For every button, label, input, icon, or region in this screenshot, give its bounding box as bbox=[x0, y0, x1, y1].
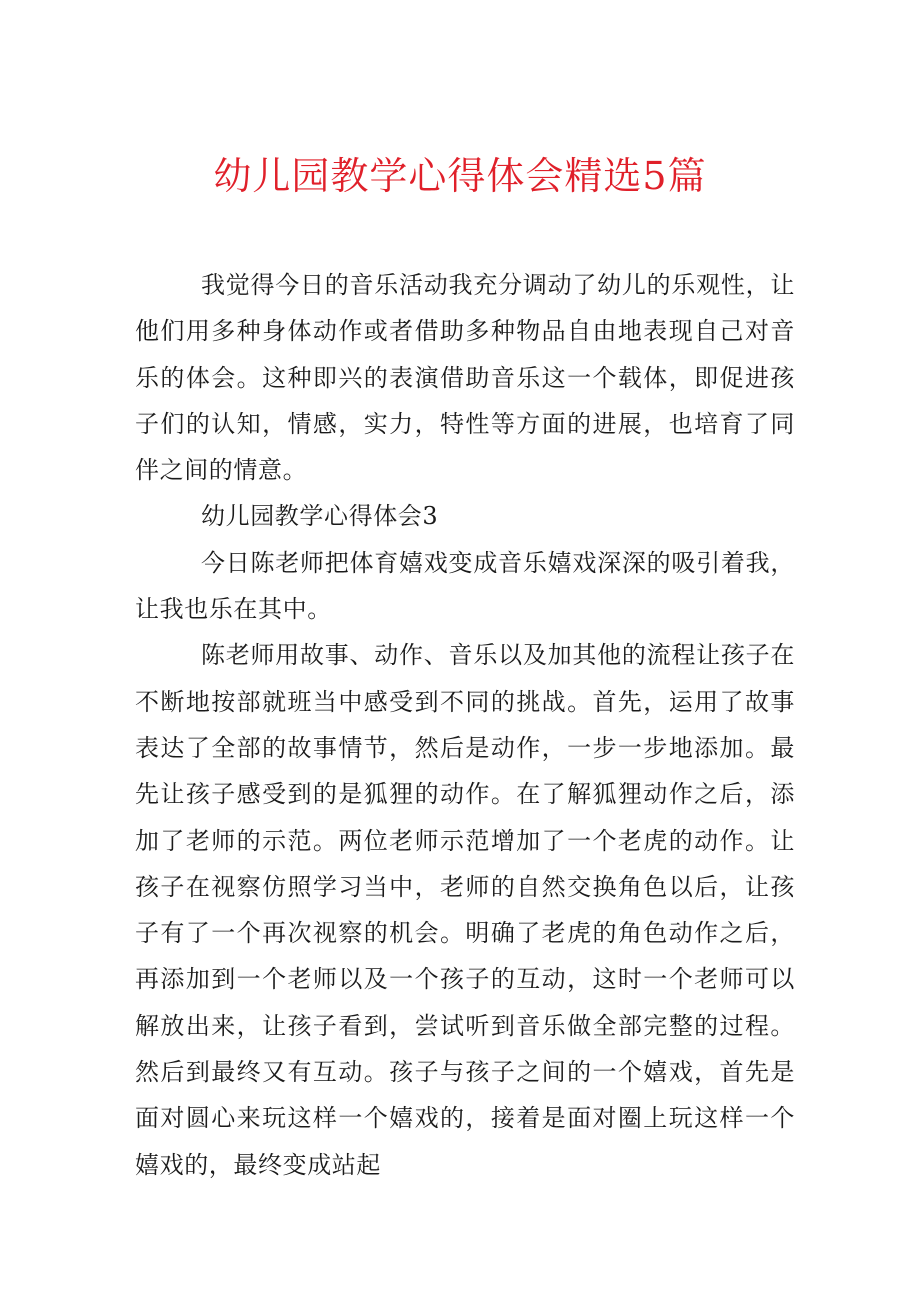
paragraph-activity-summary: 我觉得今日的音乐活动我充分调动了幼儿的乐观性，让他们用多种身体动作或者借助多种物品自由地表现自己对音乐的体会。这种即兴的表演借助音乐这一个载体，即促进孩子们的认知，情感，实力，特性等方面的进展，也培育了同伴之间的情意。 bbox=[135, 271, 795, 485]
document-title: 幼儿园教学心得体会精选5篇 bbox=[213, 154, 707, 198]
paragraph-intro: 今日陈老师把体育嬉戏变成音乐嬉戏深深的吸引着我，让我也乐在其中。 bbox=[135, 548, 795, 624]
document-body bbox=[135, 262, 795, 1188]
section-heading: 幼儿园教学心得体会3 bbox=[201, 502, 439, 531]
paragraph-teaching-process: 陈老师用故事、动作、音乐以及加其他的流程让孩子在不断地按部就班当中感受到不同的挑战。首先，运用了故事表达了全部的故事情节，然后是动作，一步一步地添加。最先让孩子感受到的是狐狸的动作。在了解狐狸动作之后，添加了老师的示范。两位老师示范增加了一个老虎的动作。让孩子在视察仿照学习当中，老师的自然交换角色以后，让孩子有了一个再次视察的机会。明确了老虎的角色动作之后，再添加到一个老师以及一个孩子的互动，这时一个老师可以解放出来，让孩子看到，尝试听到音乐做全部完整的过程。然后到最终又有互动。孩子与孩子之间的一个嬉戏，首先是面对圆心来玩这样一个嬉戏的，接着是面对圈上玩这样一个嬉戏的，最终变成站起 bbox=[135, 641, 795, 1179]
